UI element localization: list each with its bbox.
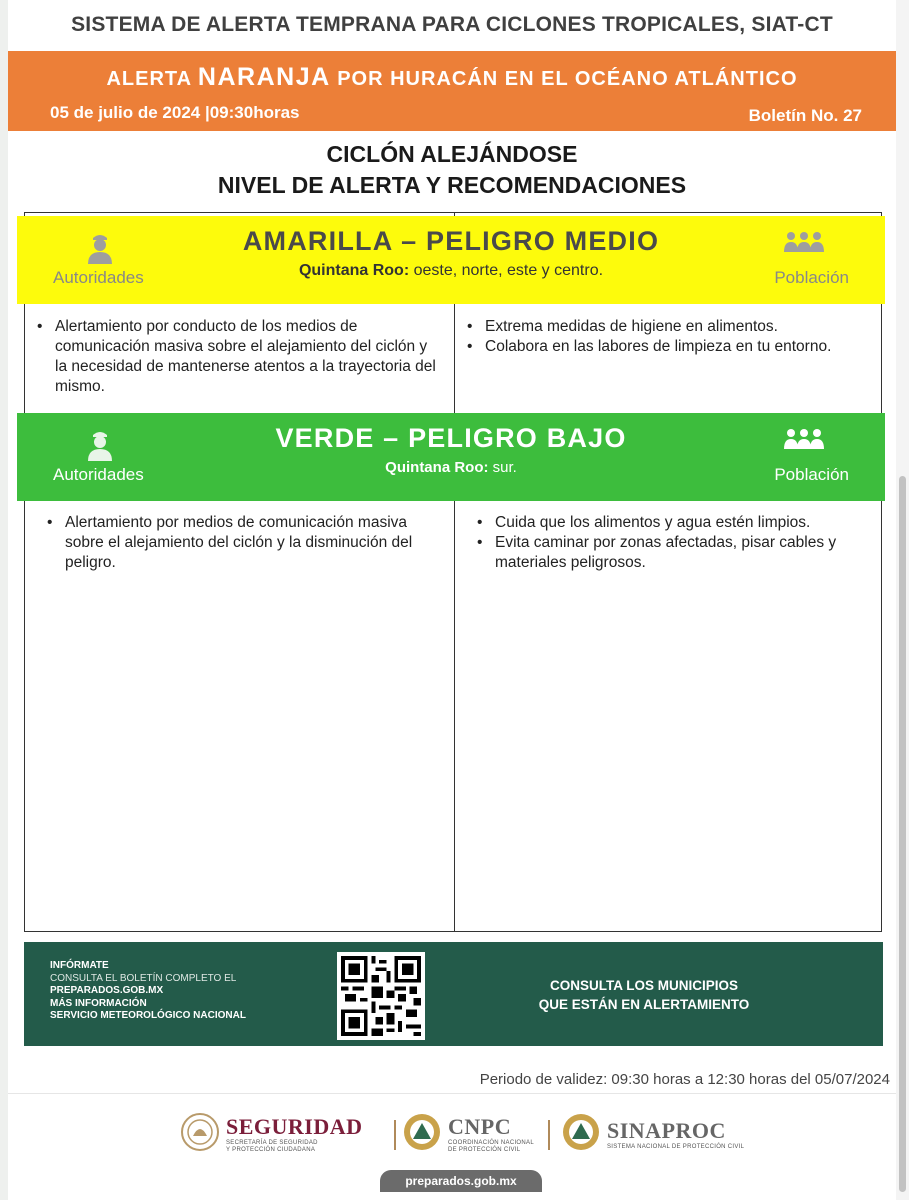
- yellow-region: [17, 262, 885, 280]
- yellow-population-label: Población: [774, 268, 849, 287]
- civil-protection-icon: [561, 1112, 601, 1156]
- bulletin-number: Boletín No. 27: [748, 106, 862, 125]
- authority-officer-icon: [87, 427, 113, 465]
- consulta-line: CONSULTA EL BOLETÍN COMPLETO EL: [50, 972, 237, 984]
- page-heading: [8, 139, 896, 201]
- green-population-recommendations: [473, 513, 863, 573]
- site-link[interactable]: PREPARADOS.GOB.MX: [50, 985, 164, 996]
- alert-suffix: POR HURACÁN EN EL OCÉANO ATLÁNTICO: [337, 68, 798, 90]
- heading-line-1: CICLÓN ALEJÁNDOSE: [326, 141, 578, 167]
- scrollbar-thumb[interactable]: [899, 476, 906, 1192]
- yellow-authorities-recommendations: [33, 317, 437, 397]
- national-seal-icon: [180, 1112, 220, 1156]
- divider: [8, 1093, 896, 1094]
- cnpc-logo: [402, 1112, 534, 1156]
- seguridad-sub-1: SECRETARÍA DE SEGURIDAD: [226, 1140, 318, 1146]
- info-text-block: [50, 960, 246, 1023]
- cnpc-sub-2: DE PROTECCIÓN CIVIL: [448, 1147, 521, 1153]
- sinaproc-text: [607, 1118, 744, 1151]
- qr-code[interactable]: [337, 952, 425, 1040]
- bulletin-card: [8, 0, 896, 1200]
- green-level-title: VERDE – PELIGRO BAJO: [275, 423, 627, 453]
- logo-separator: [394, 1120, 396, 1150]
- info-footer-band: [24, 942, 883, 1046]
- yellow-region-label: Quintana Roo:: [298, 262, 410, 279]
- smn-label: SERVICIO METEOROLÓGICO NACIONAL: [50, 1010, 246, 1021]
- system-title: SISTEMA DE ALERTA TEMPRANA PARA CICLONES TROPICALES, SIAT-CT: [71, 13, 833, 36]
- population-group-icon: [783, 230, 825, 256]
- yellow-authorities-label: Autoridades: [53, 268, 144, 287]
- recommendations-table: [24, 212, 882, 932]
- site-url-link[interactable]: preparados.gob.mx: [380, 1170, 542, 1192]
- municipios-line-1: CONSULTA LOS MUNICIPIOS: [550, 978, 738, 993]
- authority-officer-icon: [87, 230, 113, 268]
- green-region: [17, 459, 885, 476]
- list-item: • Extrema medidas de higiene en alimentos.: [463, 317, 863, 337]
- green-population-label: Población: [774, 465, 849, 484]
- validity-period: Periodo de validez: 09:30 horas a 12:30 horas del 05/07/2024: [479, 1071, 890, 1088]
- column-divider: [454, 213, 455, 931]
- green-authorities-recommendations: [43, 513, 443, 573]
- logo-separator: [548, 1120, 550, 1150]
- population-group-icon: [783, 427, 825, 453]
- heading-line-2: NIVEL DE ALERTA Y RECOMENDACIONES: [217, 172, 687, 198]
- list-item: • Evita caminar por zonas afectadas, pisar cables y materiales peligrosos.: [473, 533, 863, 573]
- list-item: • Alertamiento por medios de comunicación masiva sobre el alejamiento del ciclón y la disminución del peligro.: [43, 513, 443, 573]
- municipios-line-2: QUE ESTÁN EN ALERTAMIENTO: [538, 997, 750, 1012]
- yellow-population-recommendations: [463, 317, 863, 357]
- seguridad-logo: [180, 1112, 363, 1156]
- green-authorities-label: Autoridades: [53, 465, 144, 484]
- sinaproc-logo: [561, 1112, 744, 1156]
- civil-protection-icon: [402, 1112, 442, 1156]
- green-alert-band: [17, 413, 885, 501]
- green-region-label: Quintana Roo:: [385, 459, 489, 476]
- sinaproc-sub: SISTEMA NACIONAL DE PROTECCIÓN CIVIL: [607, 1143, 745, 1150]
- cnpc-name: CNPC: [448, 1114, 512, 1139]
- informate-label: INFÓRMATE: [50, 960, 109, 971]
- alert-header-band: [8, 51, 896, 131]
- yellow-region-text: oeste, norte, este y centro.: [409, 262, 604, 279]
- alert-prefix: ALERTA: [106, 68, 192, 90]
- seguridad-text: [226, 1114, 363, 1154]
- cnpc-text: [448, 1114, 534, 1154]
- mas-info-label: MÁS INFORMACIÓN: [50, 997, 147, 1009]
- bulletin-date: 05 de julio de 2024 |09:30horas: [50, 103, 300, 122]
- list-item: • Colabora en las labores de limpieza en tu entorno.: [463, 337, 863, 357]
- sinaproc-name: SINAPROC: [607, 1117, 726, 1143]
- seguridad-name: SEGURIDAD: [226, 1114, 363, 1139]
- logos-row: [8, 1108, 896, 1164]
- alert-color-word: NARANJA: [197, 63, 331, 91]
- yellow-alert-band: [17, 216, 885, 304]
- municipios-cta[interactable]: [494, 976, 794, 1014]
- seguridad-sub-2: Y PROTECCIÓN CIUDADANA: [226, 1147, 316, 1153]
- list-item: • Cuida que los alimentos y agua estén limpios.: [473, 513, 863, 533]
- yellow-level-title: AMARILLA – PELIGRO MEDIO: [242, 226, 660, 256]
- list-item: • Alertamiento por conducto de los medios de comunicación masiva sobre el alejamiento del ciclón y la necesidad de mantenerse atentos a la trayectoria del mismo.: [33, 317, 437, 397]
- alert-title: [8, 63, 896, 92]
- green-region-text: sur.: [488, 459, 517, 476]
- cnpc-sub-1: COORDINACIÓN NACIONAL: [448, 1140, 534, 1146]
